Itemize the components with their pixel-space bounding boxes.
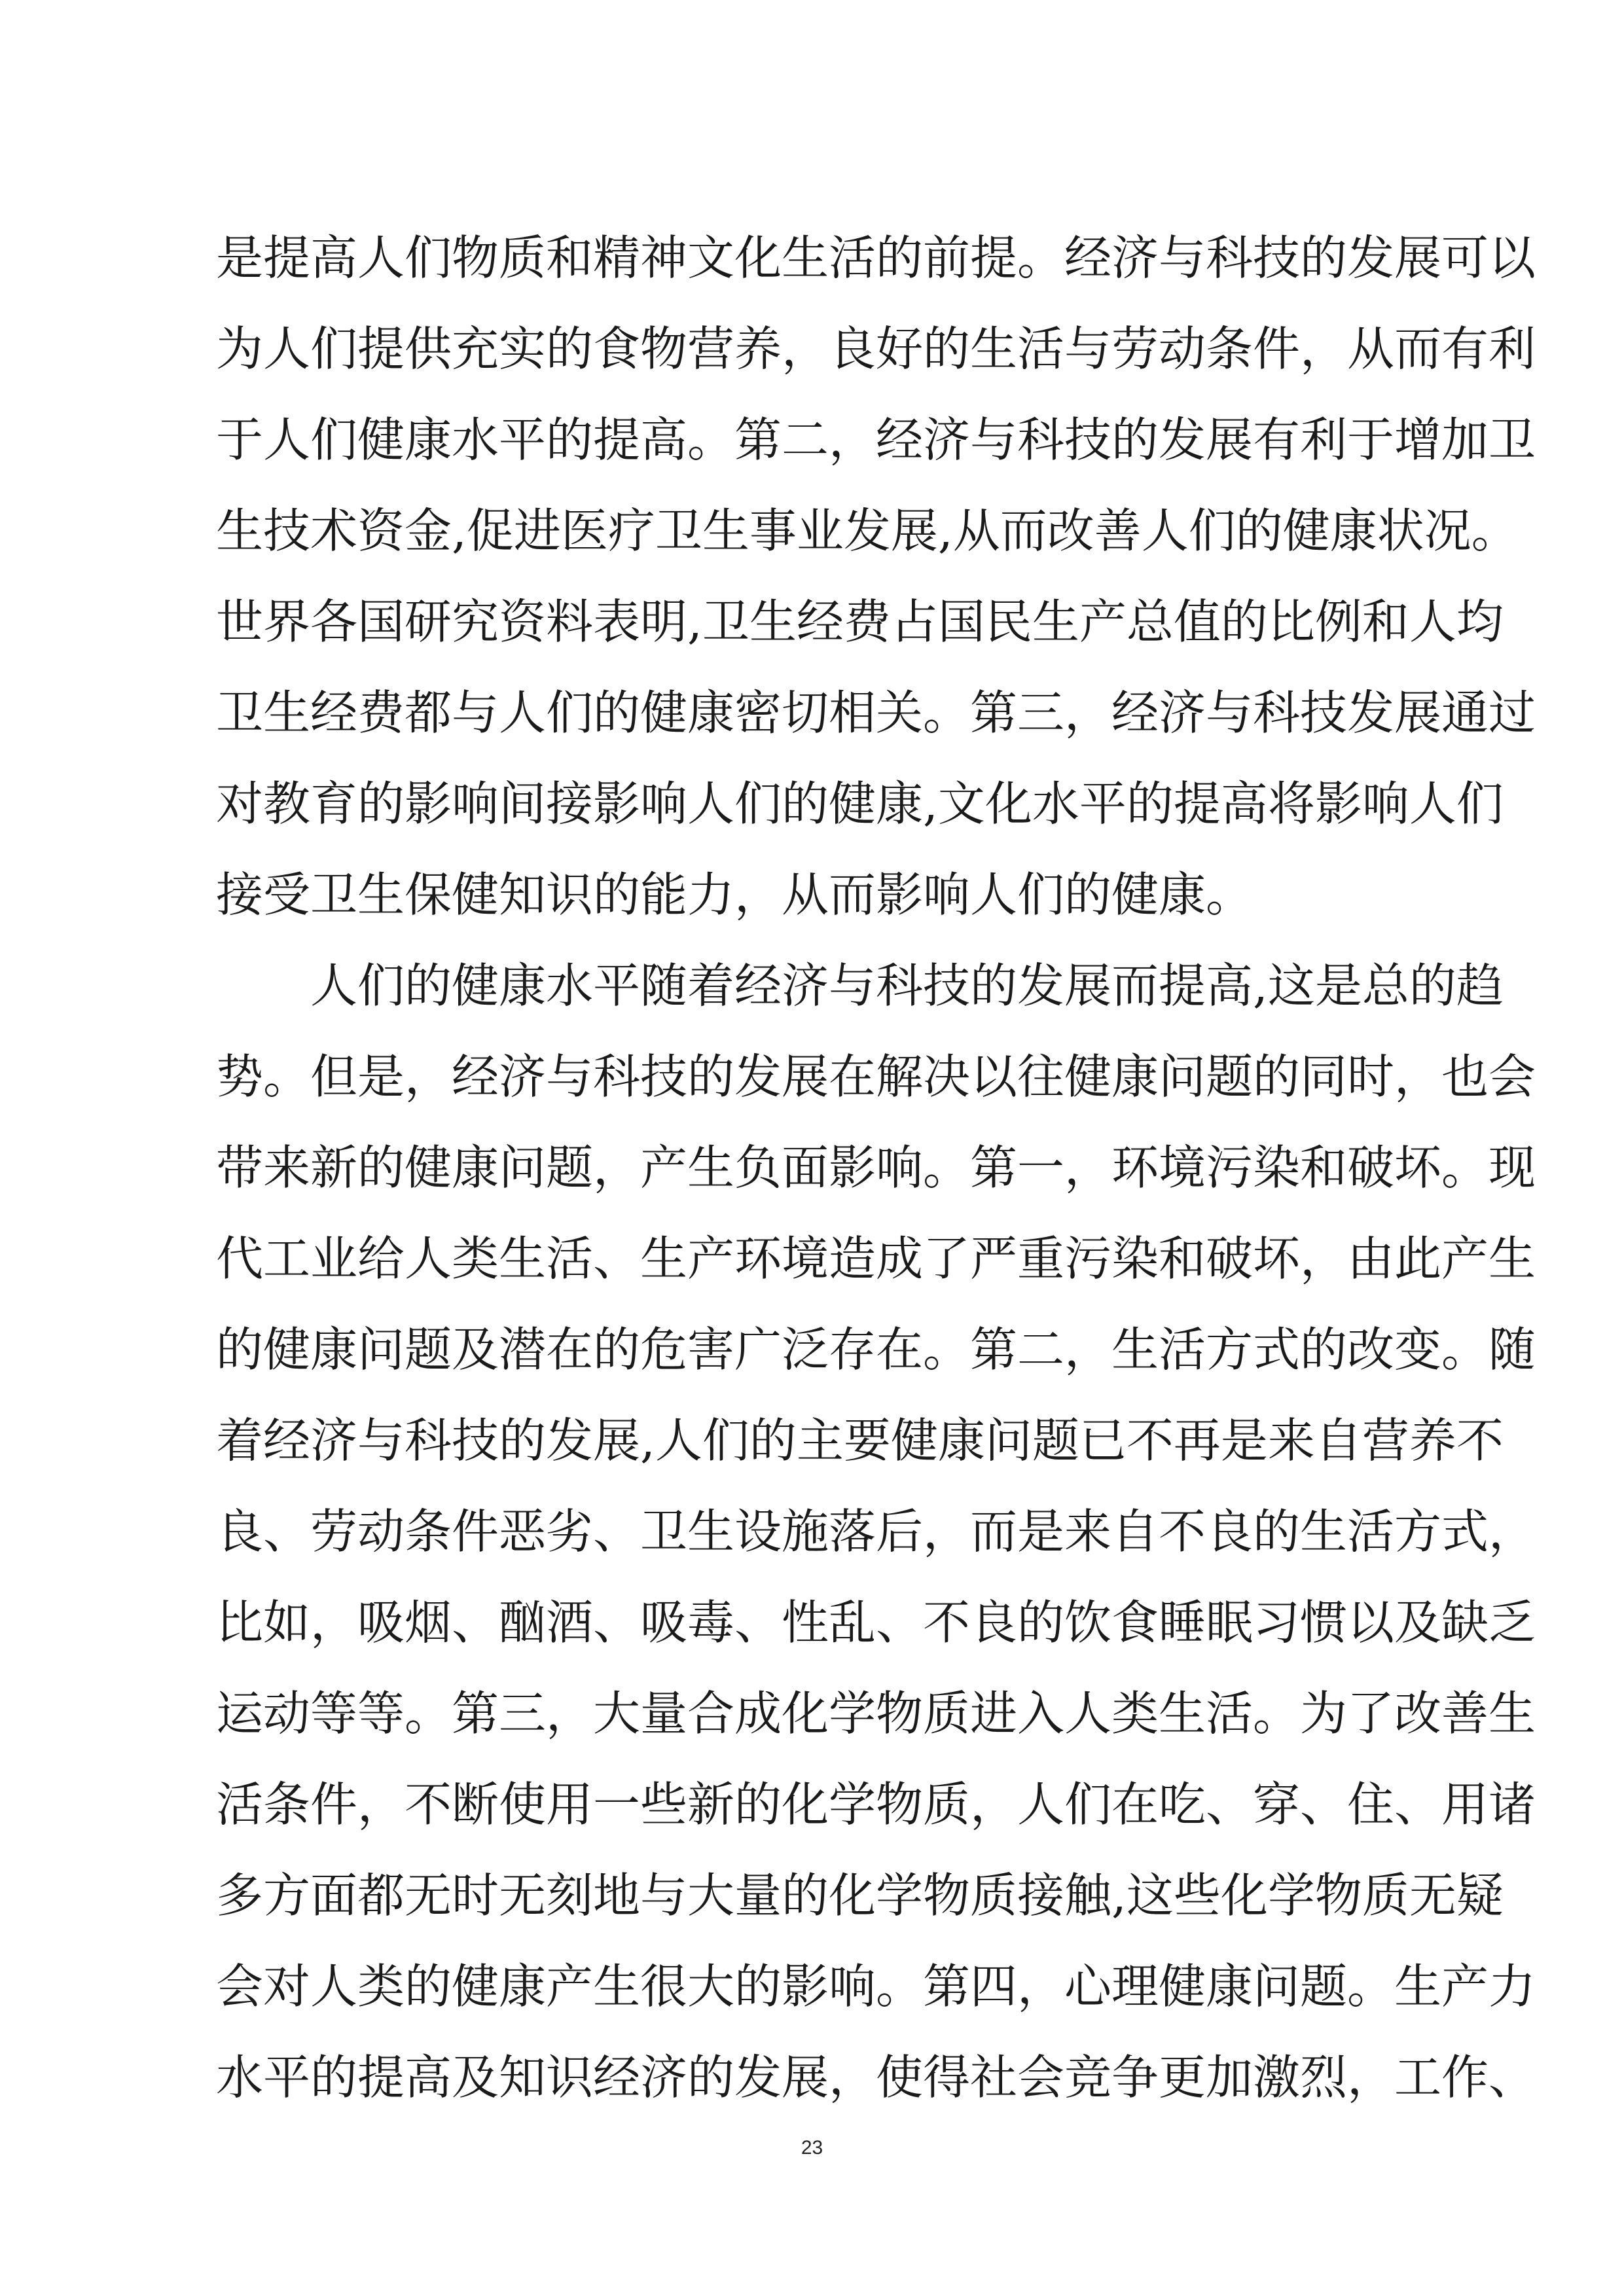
text-line: 势。但是，经济与科技的发展在解决以往健康问题的同时，也会 bbox=[216, 1049, 1536, 1104]
text-line: 着经济与科技的发展,人们的主要健康问题已不再是来自营养不 bbox=[216, 1413, 1504, 1468]
text-line: 卫生经费都与人们的健康密切相关。第三，经济与科技发展通过 bbox=[216, 685, 1536, 740]
text-line: 运动等等。第三，大量合成化学物质进入人类生活。为了改善生 bbox=[216, 1686, 1536, 1741]
text-line: 活条件，不断使用一些新的化学物质，人们在吃、穿、住、用诸 bbox=[216, 1777, 1536, 1832]
text-line: 代工业给人类生活、生产环境造成了严重污染和破坏，由此产生 bbox=[216, 1231, 1536, 1286]
text-line: 是提高人们物质和精神文化生活的前提。经济与科技的发展可以 bbox=[216, 230, 1536, 285]
text-line: 良、劳动条件恶劣、卫生设施落后，而是来自不良的生活方式， bbox=[216, 1504, 1536, 1559]
text-line: 对教育的影响间接影响人们的健康,文化水平的提高将影响人们 bbox=[216, 776, 1504, 831]
text-line: 接受卫生保健知识的能力，从而影响人们的健康。 bbox=[216, 867, 1254, 922]
text-line: 于人们健康水平的提高。第二，经济与科技的发展有利于增加卫 bbox=[216, 412, 1536, 467]
text-line: 多方面都无时无刻地与大量的化学物质接触,这些化学物质无疑 bbox=[216, 1868, 1504, 1923]
body-text bbox=[216, 213, 1536, 2123]
text-line: 会对人类的健康产生很大的影响。第四，心理健康问题。生产力 bbox=[216, 1959, 1536, 2014]
text-line: 为人们提供充实的食物营养，良好的生活与劳动条件，从而有利 bbox=[216, 321, 1536, 376]
text-line: 带来新的健康问题，产生负面影响。第一，环境污染和破坏。现 bbox=[216, 1140, 1536, 1195]
text-line: 比如，吸烟、酗酒、吸毒、性乱、不良的饮食睡眠习惯以及缺乏 bbox=[216, 1595, 1536, 1650]
text-line: 生技术资金,促进医疗卫生事业发展,从而改善人们的健康状况。 bbox=[216, 503, 1519, 558]
paragraph-first-line: 人们的健康水平随着经济与科技的发展而提高,这是总的趋 bbox=[310, 958, 1504, 1013]
page-number: 23 bbox=[801, 2137, 823, 2159]
text-line: 的健康问题及潜在的危害广泛存在。第二，生活方式的改变。随 bbox=[216, 1322, 1536, 1377]
text-line: 水平的提高及知识经济的发展，使得社会竞争更加激烈，工作、 bbox=[216, 2050, 1536, 2105]
text-line: 世界各国研究资料表明,卫生经费占国民生产总值的比例和人均 bbox=[216, 594, 1504, 649]
